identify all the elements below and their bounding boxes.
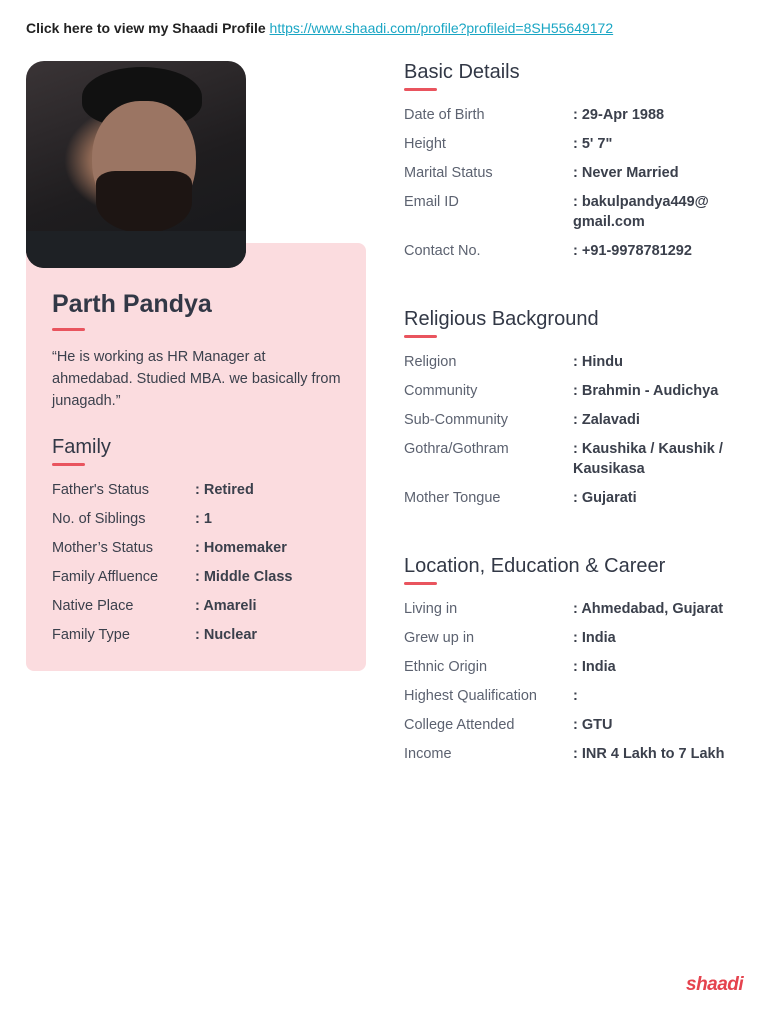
family-value: : Amareli <box>195 598 257 614</box>
family-value: : Homemaker <box>195 540 287 556</box>
career-underline <box>404 582 437 585</box>
basic-label: Contact No. <box>404 243 481 259</box>
basic-details-title: Basic Details <box>404 61 520 83</box>
religion-value: : Gujarati <box>573 490 637 506</box>
basic-value: : 5' 7" <box>573 136 613 152</box>
profile-about: “He is working as HR Manager at ahmedabad. Studied MBA. we basically from junagadh.” <box>52 349 341 409</box>
family-value: : 1 <box>195 511 212 527</box>
family-underline <box>52 463 85 466</box>
career-label: Ethnic Origin <box>404 659 488 675</box>
career-value: : Ahmedabad, Gujarat <box>573 601 724 617</box>
basic-label: Marital Status <box>404 165 493 181</box>
religion-value: : Kaushika / Kaushik / Kausikasa <box>573 441 723 477</box>
career-title: Location, Education & Career <box>404 555 666 577</box>
family-value: : Retired <box>195 482 254 498</box>
religion-label: Community <box>404 383 478 399</box>
basic-label: Height <box>404 136 446 152</box>
basic-value: : 29-Apr 1988 <box>573 107 665 123</box>
religion-label: Mother Tongue <box>404 490 501 506</box>
profile-link-line <box>26 20 613 36</box>
career-value: : India <box>573 630 616 646</box>
family-label: Native Place <box>52 598 134 614</box>
career-value: : GTU <box>573 717 613 733</box>
career-value: : India <box>573 659 616 675</box>
profile-name: Parth Pandya <box>52 290 212 318</box>
religion-underline <box>404 335 437 338</box>
profile-photo <box>26 61 246 268</box>
family-value: : Nuclear <box>195 627 258 643</box>
career-label: College Attended <box>404 717 515 733</box>
basic-underline <box>404 88 437 91</box>
career-label: Highest Qualification <box>404 688 537 704</box>
basic-value: : +91-9978781292 <box>573 243 692 259</box>
career-label: Living in <box>404 601 458 617</box>
shaadi-logo: shaadi <box>686 974 744 995</box>
family-title: Family <box>52 436 111 458</box>
career-value: : <box>573 688 578 704</box>
basic-label: Email ID <box>404 194 459 210</box>
basic-value: : bakulpandya449@ gmail.com <box>573 194 709 230</box>
basic-value: : Never Married <box>573 165 679 181</box>
career-label: Grew up in <box>404 630 475 646</box>
religion-value: : Brahmin - Audichya <box>573 383 719 399</box>
name-underline <box>52 328 85 331</box>
family-label: No. of Siblings <box>52 511 146 527</box>
career-label: Income <box>404 746 452 762</box>
religion-title: Religious Background <box>404 308 599 330</box>
religion-label: Sub-Community <box>404 412 508 428</box>
religion-label: Gothra/Gothram <box>404 441 509 457</box>
career-value: : INR 4 Lakh to 7 Lakh <box>573 746 725 762</box>
religion-value: : Zalavadi <box>573 412 640 428</box>
profile-link[interactable]: https://www.shaadi.com/profile?profileid=8SH55649172 <box>269 20 614 36</box>
family-value: : Middle Class <box>195 569 293 585</box>
family-label: Mother’s Status <box>52 540 154 556</box>
religion-label: Religion <box>404 354 457 370</box>
family-label: Family Type <box>52 627 130 643</box>
profile-link-prefix: Click here to view my Shaadi Profile <box>26 20 266 36</box>
basic-label: Date of Birth <box>404 107 485 123</box>
family-label: Father's Status <box>52 482 150 498</box>
family-label: Family Affluence <box>52 569 159 585</box>
religion-value: : Hindu <box>573 354 623 370</box>
